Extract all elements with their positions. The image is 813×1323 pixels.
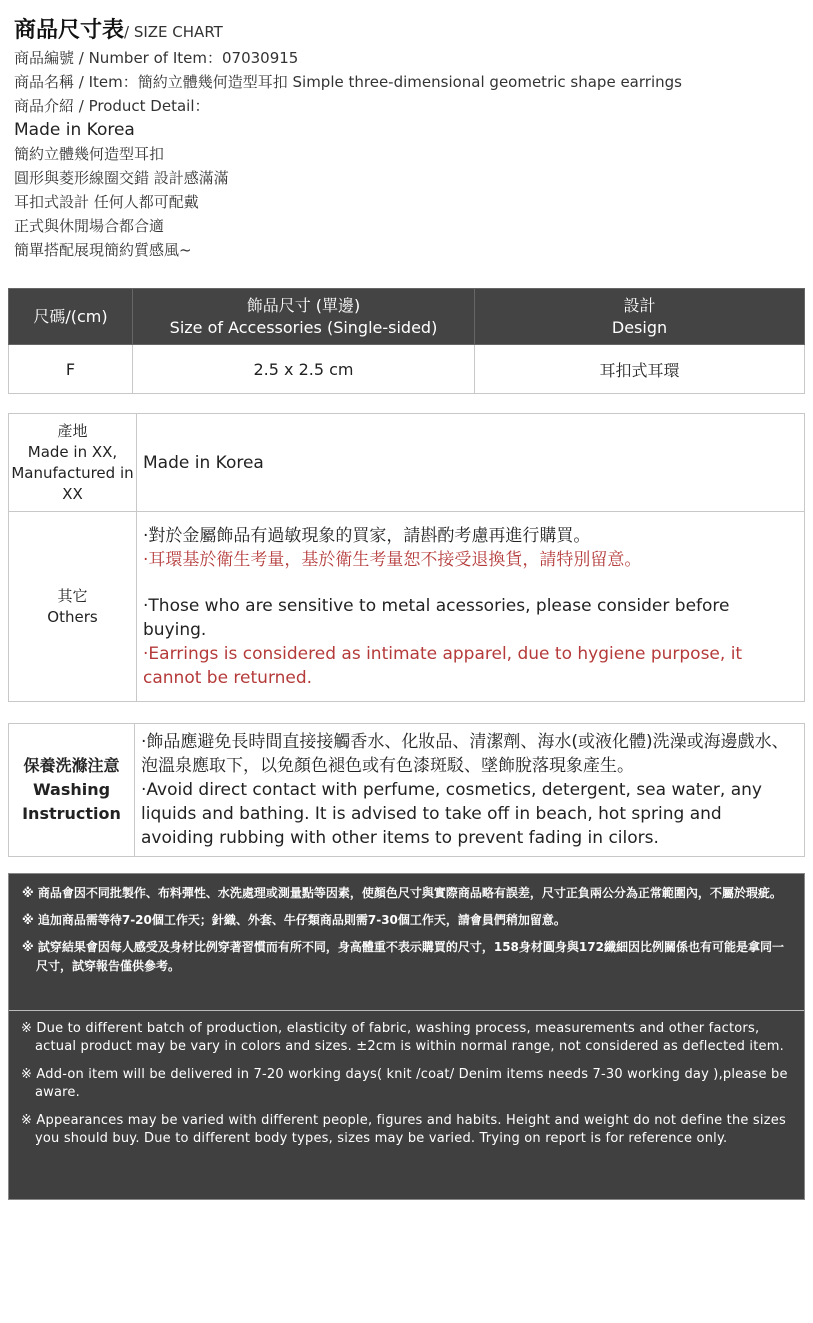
header-size-label: 尺碼/(cm) — [33, 306, 108, 326]
header-size — [9, 289, 133, 345]
product-header — [14, 16, 804, 262]
care-table — [8, 723, 805, 857]
title-sub: / SIZE CHART — [124, 23, 223, 41]
care-label-en: Washing Instruction — [22, 780, 121, 823]
item-name: 商品名稱 / Item：簡約立體幾何造型耳扣 Simple three-dimensional geometric shape earrings — [14, 73, 682, 91]
origin-label-zh: 產地 — [57, 421, 88, 440]
care-label-zh: 保養洗滌注意 — [23, 756, 120, 775]
notice-item-zh: ※ 試穿結果會因每人感受及身材比例穿著習慣而有所不同，身高體重不表示購買的尺寸，158身材圓身與172纖細因比例關係也有可能是拿同一尺寸，試穿報告僅供參考。 — [22, 940, 784, 973]
notice-box — [8, 873, 805, 1200]
origin-others-table — [8, 413, 805, 702]
table-row — [9, 345, 805, 394]
care-text-en: ·Avoid direct contact with perfume, cosmetics, detergent, sea water, any liquids and bathing. It is advised to take off in beach, hot spring and avoiding rubbing with other items to prevent fading in cilors. — [141, 780, 762, 848]
others-label — [9, 512, 137, 702]
care-label — [9, 724, 135, 857]
care-row — [9, 724, 805, 857]
detail-line: 簡約立體幾何造型耳扣 — [14, 145, 165, 163]
header-design-zh: 設計 — [623, 295, 656, 315]
page-title — [14, 16, 804, 46]
allergy-note-en: ·Those who are sensitive to metal acessories, please consider before buying. — [143, 595, 730, 640]
item-number: 商品編號 / Number of Item：07030915 — [14, 49, 299, 67]
others-label-zh: 其它 — [57, 586, 88, 605]
header-design — [475, 289, 805, 345]
title-main: 商品尺寸表 — [14, 18, 125, 43]
size-table-header-row — [9, 289, 805, 345]
care-text — [135, 724, 805, 857]
dimension-cell: 2.5 x 2.5 cm — [133, 345, 475, 394]
care-text-zh: ·飾品應避免長時間直接接觸香水、化妝品、清潔劑、海水(或液化體)洗澡或海邊戲水、泡溫泉應取下，以免顏色褪色或有色漆斑駁、墜飾脫落現象產生。 — [141, 732, 789, 776]
notice-item-en: ※ Due to different batch of production, elasticity of fabric, washing process, measurements and other factors, actual product may be vary in colors and sizes. ±2cm is within normal range, not considered as deflected item. — [21, 1021, 784, 1054]
hygiene-note-zh: ·耳環基於衛生考量，基於衛生考量恕不接受退換貨，請特別留意。 — [143, 549, 642, 570]
header-accessory-size — [133, 289, 475, 345]
design-cell: 耳扣式耳環 — [475, 345, 805, 394]
others-label-en: Others — [47, 607, 98, 626]
notice-item-zh: ※ 商品會因不同批製作、布料彈性、水洗處理或測量點等因素，使顏色尺寸與實際商品略有誤差，尺寸正負兩公分為正常範圍內，不屬於瑕疵。 — [22, 886, 782, 900]
hygiene-note-en: ·Earrings is considered as intimate apparel, due to hygiene purpose, it cannot be returned. — [143, 643, 743, 688]
origin-label-en: Made in XX, Manufactured in XX — [11, 442, 134, 503]
others-row — [9, 512, 805, 702]
size-table — [8, 288, 805, 394]
origin-value: Made in Korea — [137, 414, 805, 512]
origin-label — [9, 414, 137, 512]
notice-zh-section — [9, 874, 804, 1010]
notice-en-section — [9, 1020, 804, 1158]
origin-row — [9, 414, 805, 512]
notice-item-en: ※ Add-on item will be delivered in 7-20 working days( knit /coat/ Denim items needs 7-30 working day ),please be aware. — [21, 1067, 788, 1100]
detail-line: 簡單搭配展現簡約質感風~ — [14, 241, 192, 259]
made-in-text: Made in Korea — [14, 120, 135, 140]
notice-item-en: ※ Appearances may be varied with different people, figures and habits. Height and weight do not define the sizes you should buy. Due to different body types, sizes may be varied. Trying on report is for reference only. — [21, 1113, 786, 1146]
allergy-note-zh: ·對於金屬飾品有過敏現象的買家，請斟酌考慮再進行購買。 — [143, 525, 591, 546]
header-accessory-size-en: Size of Accessories (Single-sided) — [169, 317, 438, 337]
detail-line: 正式與休閒場合都合適 — [14, 217, 165, 235]
header-design-en: Design — [611, 317, 668, 337]
others-notes — [137, 512, 805, 702]
header-accessory-size-zh: 飾品尺寸 (單邊) — [246, 295, 361, 315]
size-cell: F — [9, 345, 133, 394]
notice-item-zh: ※ 追加商品需等待7-20個工作天；針織、外套、牛仔類商品則需7-30個工作天，請會員們稍加留意。 — [22, 913, 566, 927]
detail-line: 耳扣式設計 任何人都可配戴 — [14, 193, 199, 211]
product-detail-label: 商品介紹 / Product Detail： — [14, 97, 210, 115]
detail-line: 圓形與菱形線圈交錯 設計感滿滿 — [14, 169, 229, 187]
notice-divider — [9, 1010, 804, 1011]
